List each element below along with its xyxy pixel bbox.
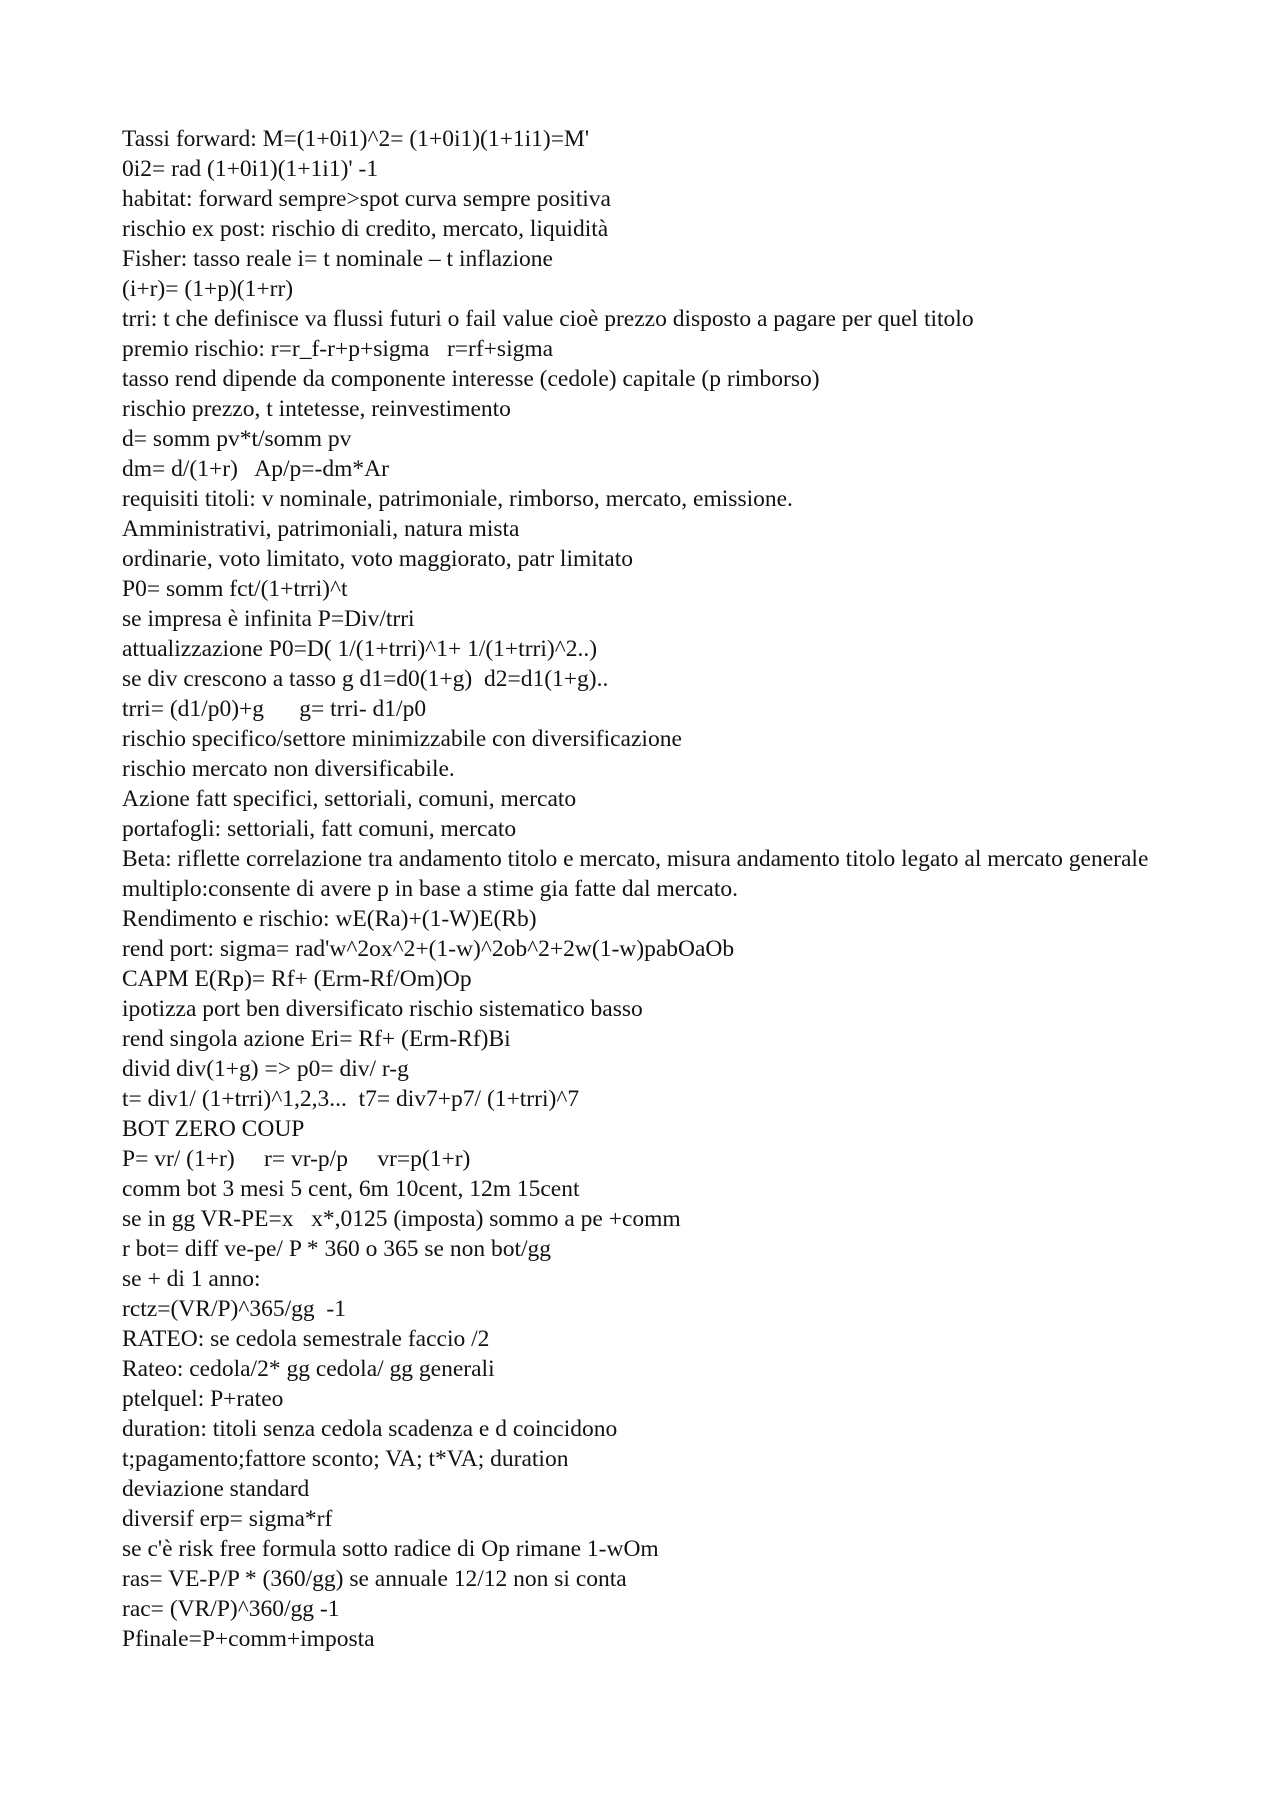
text-line: habitat: forward sempre>spot curva sempre positiva [122, 186, 611, 212]
text-line: P0= somm fct/(1+trri)^t [122, 576, 348, 602]
text-line: multiplo:consente di avere p in base a stime gia fatte dal mercato. [122, 876, 739, 902]
text-line: ordinarie, voto limitato, voto maggiorato, patr limitato [122, 546, 634, 572]
text-line: trri= (d1/p0)+g g= trri- d1/p0 [122, 696, 427, 722]
text-line: t= div1/ (1+trri)^1,2,3... t7= div7+p7/ (1+trri)^7 [122, 1086, 580, 1112]
text-line: (i+r)= (1+p)(1+rr) [122, 276, 294, 302]
text-line: ras= VE-P/P * (360/gg) se annuale 12/12 non si conta [122, 1566, 627, 1592]
text-line: premio rischio: r=r_f-r+p+sigma r=rf+sigma [122, 336, 554, 362]
text-line: trri: t che definisce va flussi futuri o fail value cioè prezzo disposto a pagare per quel titolo [122, 306, 974, 332]
text-line: 0i2= rad (1+0i1)(1+1i1)' -1 [122, 156, 379, 182]
text-line: diversif erp= sigma*rf [122, 1506, 333, 1532]
text-line: se div crescono a tasso g d1=d0(1+g) d2=d1(1+g).. [122, 666, 609, 692]
text-line: dm= d/(1+r) Ap/p=-dm*Ar [122, 456, 389, 482]
text-line: Beta: riflette correlazione tra andamento titolo e mercato, misura andamento titolo legato al mercato generale [122, 846, 1149, 872]
text-line: Pfinale=P+comm+imposta [122, 1626, 375, 1652]
text-line: rischio ex post: rischio di credito, mercato, liquidità [122, 216, 609, 242]
text-line: se in gg VR-PE=x x*,0125 (imposta) sommo a pe +comm [122, 1206, 681, 1232]
text-line: rischio mercato non diversificabile. [122, 756, 455, 782]
text-line: rend singola azione Eri= Rf+ (Erm-Rf)Bi [122, 1026, 511, 1052]
text-line: Rendimento e rischio: wE(Ra)+(1-W)E(Rb) [122, 906, 537, 932]
text-line: rischio specifico/settore minimizzabile con diversificazione [122, 726, 682, 752]
text-line: ipotizza port ben diversificato rischio sistematico basso [122, 996, 643, 1022]
text-line: rctz=(VR/P)^365/gg -1 [122, 1296, 346, 1322]
text-line: Azione fatt specifici, settoriali, comuni, mercato [122, 786, 577, 812]
text-line: P= vr/ (1+r) r= vr-p/p vr=p(1+r) [122, 1146, 471, 1172]
text-line: Tassi forward: M=(1+0i1)^2= (1+0i1)(1+1i1)=M' [122, 126, 590, 152]
text-line: Fisher: tasso reale i= t nominale – t inflazione [122, 246, 553, 272]
text-line: r bot= diff ve-pe/ P * 360 o 365 se non bot/gg [122, 1236, 552, 1262]
text-line: portafogli: settoriali, fatt comuni, mercato [122, 816, 517, 842]
notes-text-block [122, 124, 1182, 1654]
text-line: Rateo: cedola/2* gg cedola/ gg generali [122, 1356, 495, 1382]
text-line: t;pagamento;fattore sconto; VA; t*VA; duration [122, 1446, 569, 1472]
text-line: tasso rend dipende da componente interesse (cedole) capitale (p rimborso) [122, 366, 820, 392]
text-line: RATEO: se cedola semestrale faccio /2 [122, 1326, 490, 1352]
text-line: CAPM E(Rp)= Rf+ (Erm-Rf/Om)Op [122, 966, 472, 992]
text-line: deviazione standard [122, 1476, 310, 1502]
text-line: se impresa è infinita P=Div/trri [122, 606, 415, 632]
text-line: BOT ZERO COUP [122, 1116, 305, 1142]
text-line: rischio prezzo, t intetesse, reinvestimento [122, 396, 511, 422]
text-line: ptelquel: P+rateo [122, 1386, 284, 1412]
text-line: d= somm pv*t/somm pv [122, 426, 352, 452]
text-line: divid div(1+g) => p0= div/ r-g [122, 1056, 409, 1082]
text-line: requisiti titoli: v nominale, patrimoniale, rimborso, mercato, emissione. [122, 486, 793, 512]
text-line: comm bot 3 mesi 5 cent, 6m 10cent, 12m 15cent [122, 1176, 580, 1202]
text-line: se c'è risk free formula sotto radice di Op rimane 1-wOm [122, 1536, 659, 1562]
text-line: rac= (VR/P)^360/gg -1 [122, 1596, 340, 1622]
text-line: rend port: sigma= rad'w^2ox^2+(1-w)^2ob^2+2w(1-w)pabOaOb [122, 936, 735, 962]
text-line: se + di 1 anno: [122, 1266, 261, 1292]
text-line: duration: titoli senza cedola scadenza e d coincidono [122, 1416, 618, 1442]
text-line: Amministrativi, patrimoniali, natura mista [122, 516, 520, 542]
text-line: attualizzazione P0=D( 1/(1+trri)^1+ 1/(1+trri)^2..) [122, 636, 598, 662]
